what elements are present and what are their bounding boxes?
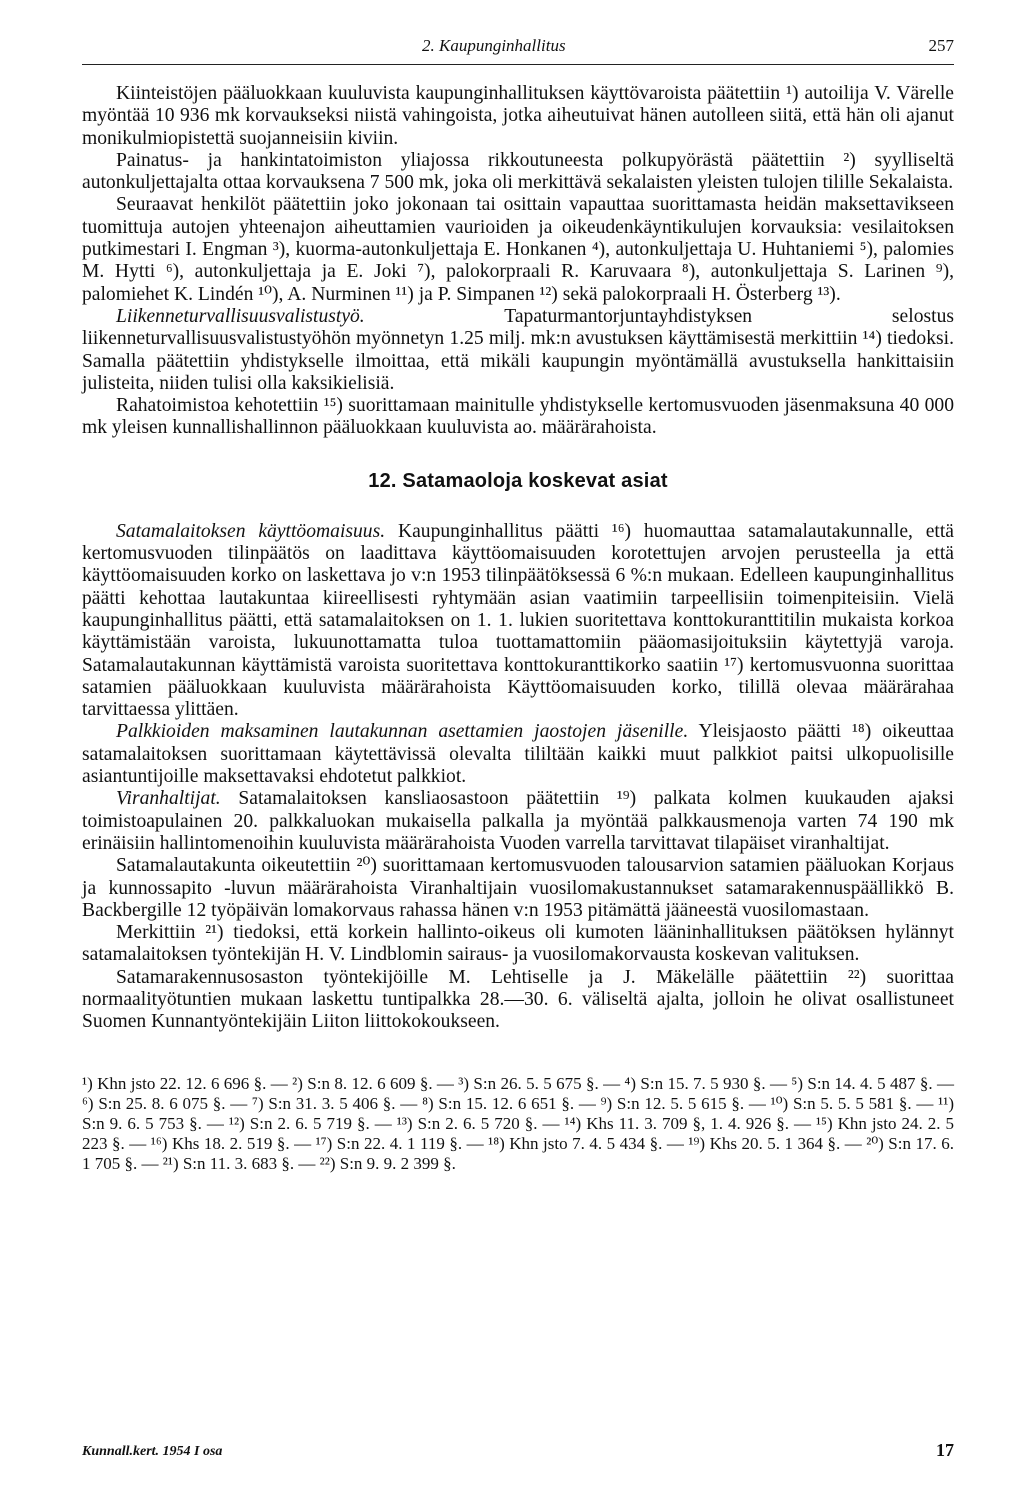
paragraph-text: Seuraavat henkilöt päätettiin joko jokonaan tai osittain vapauttaa suorittamasta heidän maksettavikseen tuomittuja autojen yhteenajon aiheuttamien vaurioiden ja oikeudenkäyntikulujen korvauksia: vesilaitoksen putkimestari I. Engman ³), kuorma-autonkuljettaja E. Honkanen ⁴), autonkuljettaja U. Huhtaniemi ⁵), palomies M. Hytti ⁶), autonkuljettaja ja E. Joki ⁷), palokorpraali R. Karuvaara ⁸), autonkuljettaja S. Larinen ⁹), palomiehet K. Lindén ¹⁰), A. Nurminen ¹¹) ja P. Simpanen ¹²) sekä palokorpraali H. Österberg ¹³). [82, 194, 954, 305]
footer-sheet-number: 17 [936, 1440, 954, 1460]
paragraph [82, 83, 954, 150]
paragraph [82, 194, 954, 305]
page [82, 30, 954, 1174]
paragraph [82, 922, 954, 967]
running-head-title: 2. Kaupunginhallitus [422, 36, 566, 55]
paragraph-text: Kiinteistöjen pääluokkaan kuuluvista kaupunginhallituksen käyttövaroista päätettiin ¹) autoilija V. Värelle myöntää 10 936 mk korvaukseksi niistä vahingoista, jotka aiheutuivat hänen autolleen siitä, että hän oli ajanut monikulmiopistettä suojanneisiin kiviin. [82, 83, 954, 149]
paragraph [82, 721, 954, 788]
footnote-text: ¹) Khn jsto 22. 12. 6 696 §. — ²) S:n 8. 12. 6 609 §. — ³) S:n 26. 5. 5 675 §. — ⁴) S:n 15. 7. 5 930 §. — ⁵) S:n 14. 4. 5 487 §. — ⁶) S:n 25. 8. 6 075 §. — ⁷) S:n 31. 3. 5 406 §. — ⁸) S:n 15. 12. 6 651 §. — ⁹) S:n 12. 5. 5 615 §. — ¹⁰) S:n 5. 5. 5 581 §. — ¹¹) S:n 9. 6. 5 753 §. — ¹²) S:n 2. 6. 5 719 §. — ¹³) S:n 2. 6. 5 720 §. — ¹⁴) Khs 11. 3. 709 §, 1. 4. 926 §. — ¹⁵) Khn jsto 24. 2. 5 223 §. — ¹⁶) Khs 18. 2. 519 §. — ¹⁷) S:n 22. 4. 1 119 §. — ¹⁸) Khn jsto 7. 4. 5 434 §. — ¹⁹) Khs 20. 5. 1 364 §. — ²⁰) S:n 17. 6. 1 705 §. — ²¹) S:n 11. 3. 683 §. — ²²) S:n 9. 9. 2 399 §. [82, 1073, 954, 1173]
paragraph-text: Satamalaitoksen kansliaosastoon päätettiin ¹⁹) palkata kolmen kuukauden ajaksi toimistoapulainen 20. palkkaluokan mukaisella palkalla ja myöntää palkkausmenoja varten 74 190 mk erinäisiin hallintomenoihin kuuluvista määrärahoista Vuoden varrella tarvittavat tilapäiset viranhaltijat. [82, 788, 954, 854]
paragraph-text: Yleisjaosto päätti ¹⁸) oikeuttaa satamalaitoksen suorittamaan käytettävissä olevalta tililtään kaikki muut palkkiot paitsi ulkopuolisille asiantuntijoille maksettavaksi ehdotetut palkkiot. [82, 721, 955, 788]
paragraph [82, 150, 954, 195]
paragraph-text: Tapaturmantorjuntayhdistyksen selostus liikenneturvallisuusvalistustyöhön myönnetyn 1.25 milj. mk:n avustuksen käyttämisestä merkittiin ¹⁴) tiedoksi. Samalla päätettiin yhdistykselle ilmoittaa, että mikäli kaupungin myöntämällä avustuksella hankittaisiin julisteita, niiden tulisi olla kaksikielisiä. [82, 305, 954, 394]
paragraph-lead: Satamalaitoksen käyttöomaisuus. [116, 520, 386, 542]
paragraph-text: Satamalautakunta oikeutettiin ²⁰) suorittamaan kertomusvuoden talousarvion satamien pääluokan Korjaus ja kunnossapito -luvun määrärahoista Viranhaltijain vuosilomakustannukset satamarakennuspäällikkö B. Backbergille 12 työpäivän lomakorvaus rahassa hänen v:n 1953 pitämättä jääneestä vuosilomastaan. [82, 855, 954, 921]
paragraph-text: Satamarakennusosaston työntekijöille M. Lehtiselle ja J. Mäkelälle päätettiin ²²) suorittaa normaalityötuntien mukaan laskettu tuntipalkka 28.—30. 6. väliseltä ajalta, jolloin he olivat osallistuneet Suomen Kunnantyöntekijäin Liiton liittokokoukseen. [82, 966, 954, 1033]
paragraph-text: Painatus- ja hankintatoimiston yliajossa rikkoutuneesta polkupyörästä päätettiin ²) syylliseltä autonkuljettajalta ottaa korvauksena 7 500 mk, joka oli merkittävä sekalaisten yleisten tulojen tilille Sekalaista. [82, 149, 954, 194]
paragraph-lead: Liikenneturvallisuusvalistustyö. [116, 305, 365, 327]
paragraph [82, 306, 954, 395]
page-number: 257 [928, 36, 954, 55]
page-footer [82, 1440, 954, 1464]
footer-source: Kunnall.kert. 1954 I osa [82, 1444, 223, 1459]
section-heading: 12. Satamaoloja koskevat asiat [368, 469, 668, 492]
paragraph [82, 788, 954, 855]
paragraph-text: Kaupunginhallitus päätti ¹⁶) huomauttaa satamalautakunnalle, että kertomusvuoden tilinpäätös on laadittava käyttöomaisuuden korotettujen arvojen perusteella ja että käyttöomaisuuden korko on laskettava jo v:n 1953 tilinpäätöksessä 6 %:n mukaan. Edelleen kaupunginhallitus päätti kehottaa lautakuntaa kiireellisesti ryhtymään asian vaatimiin tarpeellisiin toimenpiteisiin. Vielä kaupunginhallitus päätti, että satamalaitoksen on 1. 1. lukien suoritettava konttokuranttitilin mukaista korkoa käyttämistään varoista, lukuunottamatta tuloa tuottamattomiin pääomasijoituksiin käytettyjä varoja. Satamalautakunnan käyttämistä varoista suoritettava konttokuranttikorko saatiin ¹⁷) kertomusvuonna suorittaa satamien pääluokkaan kuuluvista määrärahoista Käyttöomaisuuden korko, tilillä olevaa määrärahaa tarvittaessa ylittäen. [82, 520, 954, 721]
paragraph [82, 395, 954, 440]
paragraph [82, 521, 954, 722]
body-text [82, 83, 954, 1174]
paragraph [82, 855, 954, 922]
paragraph-text: Rahatoimistoa kehotettiin ¹⁵) suorittamaan mainitulle yhdistykselle kertomusvuoden jäsenmaksuna 40 000 mk yleisen kunnallishallinnon pääluokkaan kuuluvista ao. määrärahoista. [82, 395, 954, 439]
paragraph-text: Merkittiin ²¹) tiedoksi, että korkein hallinto-oikeus oli kumoten lääninhallituksen päätöksen hylännyt satamalaitoksen työntekijän H. V. Lindblomin sairaus- ja vuosilomakorvausta koskevan valituksen. [82, 922, 954, 966]
paragraph-lead: Palkkioiden maksaminen lautakunnan asettamien jaostojen jäsenille. [116, 721, 689, 743]
paragraph-lead: Viranhaltijat. [116, 788, 221, 810]
paragraph [82, 967, 954, 1034]
footnotes [82, 1074, 954, 1174]
running-head [82, 30, 954, 65]
